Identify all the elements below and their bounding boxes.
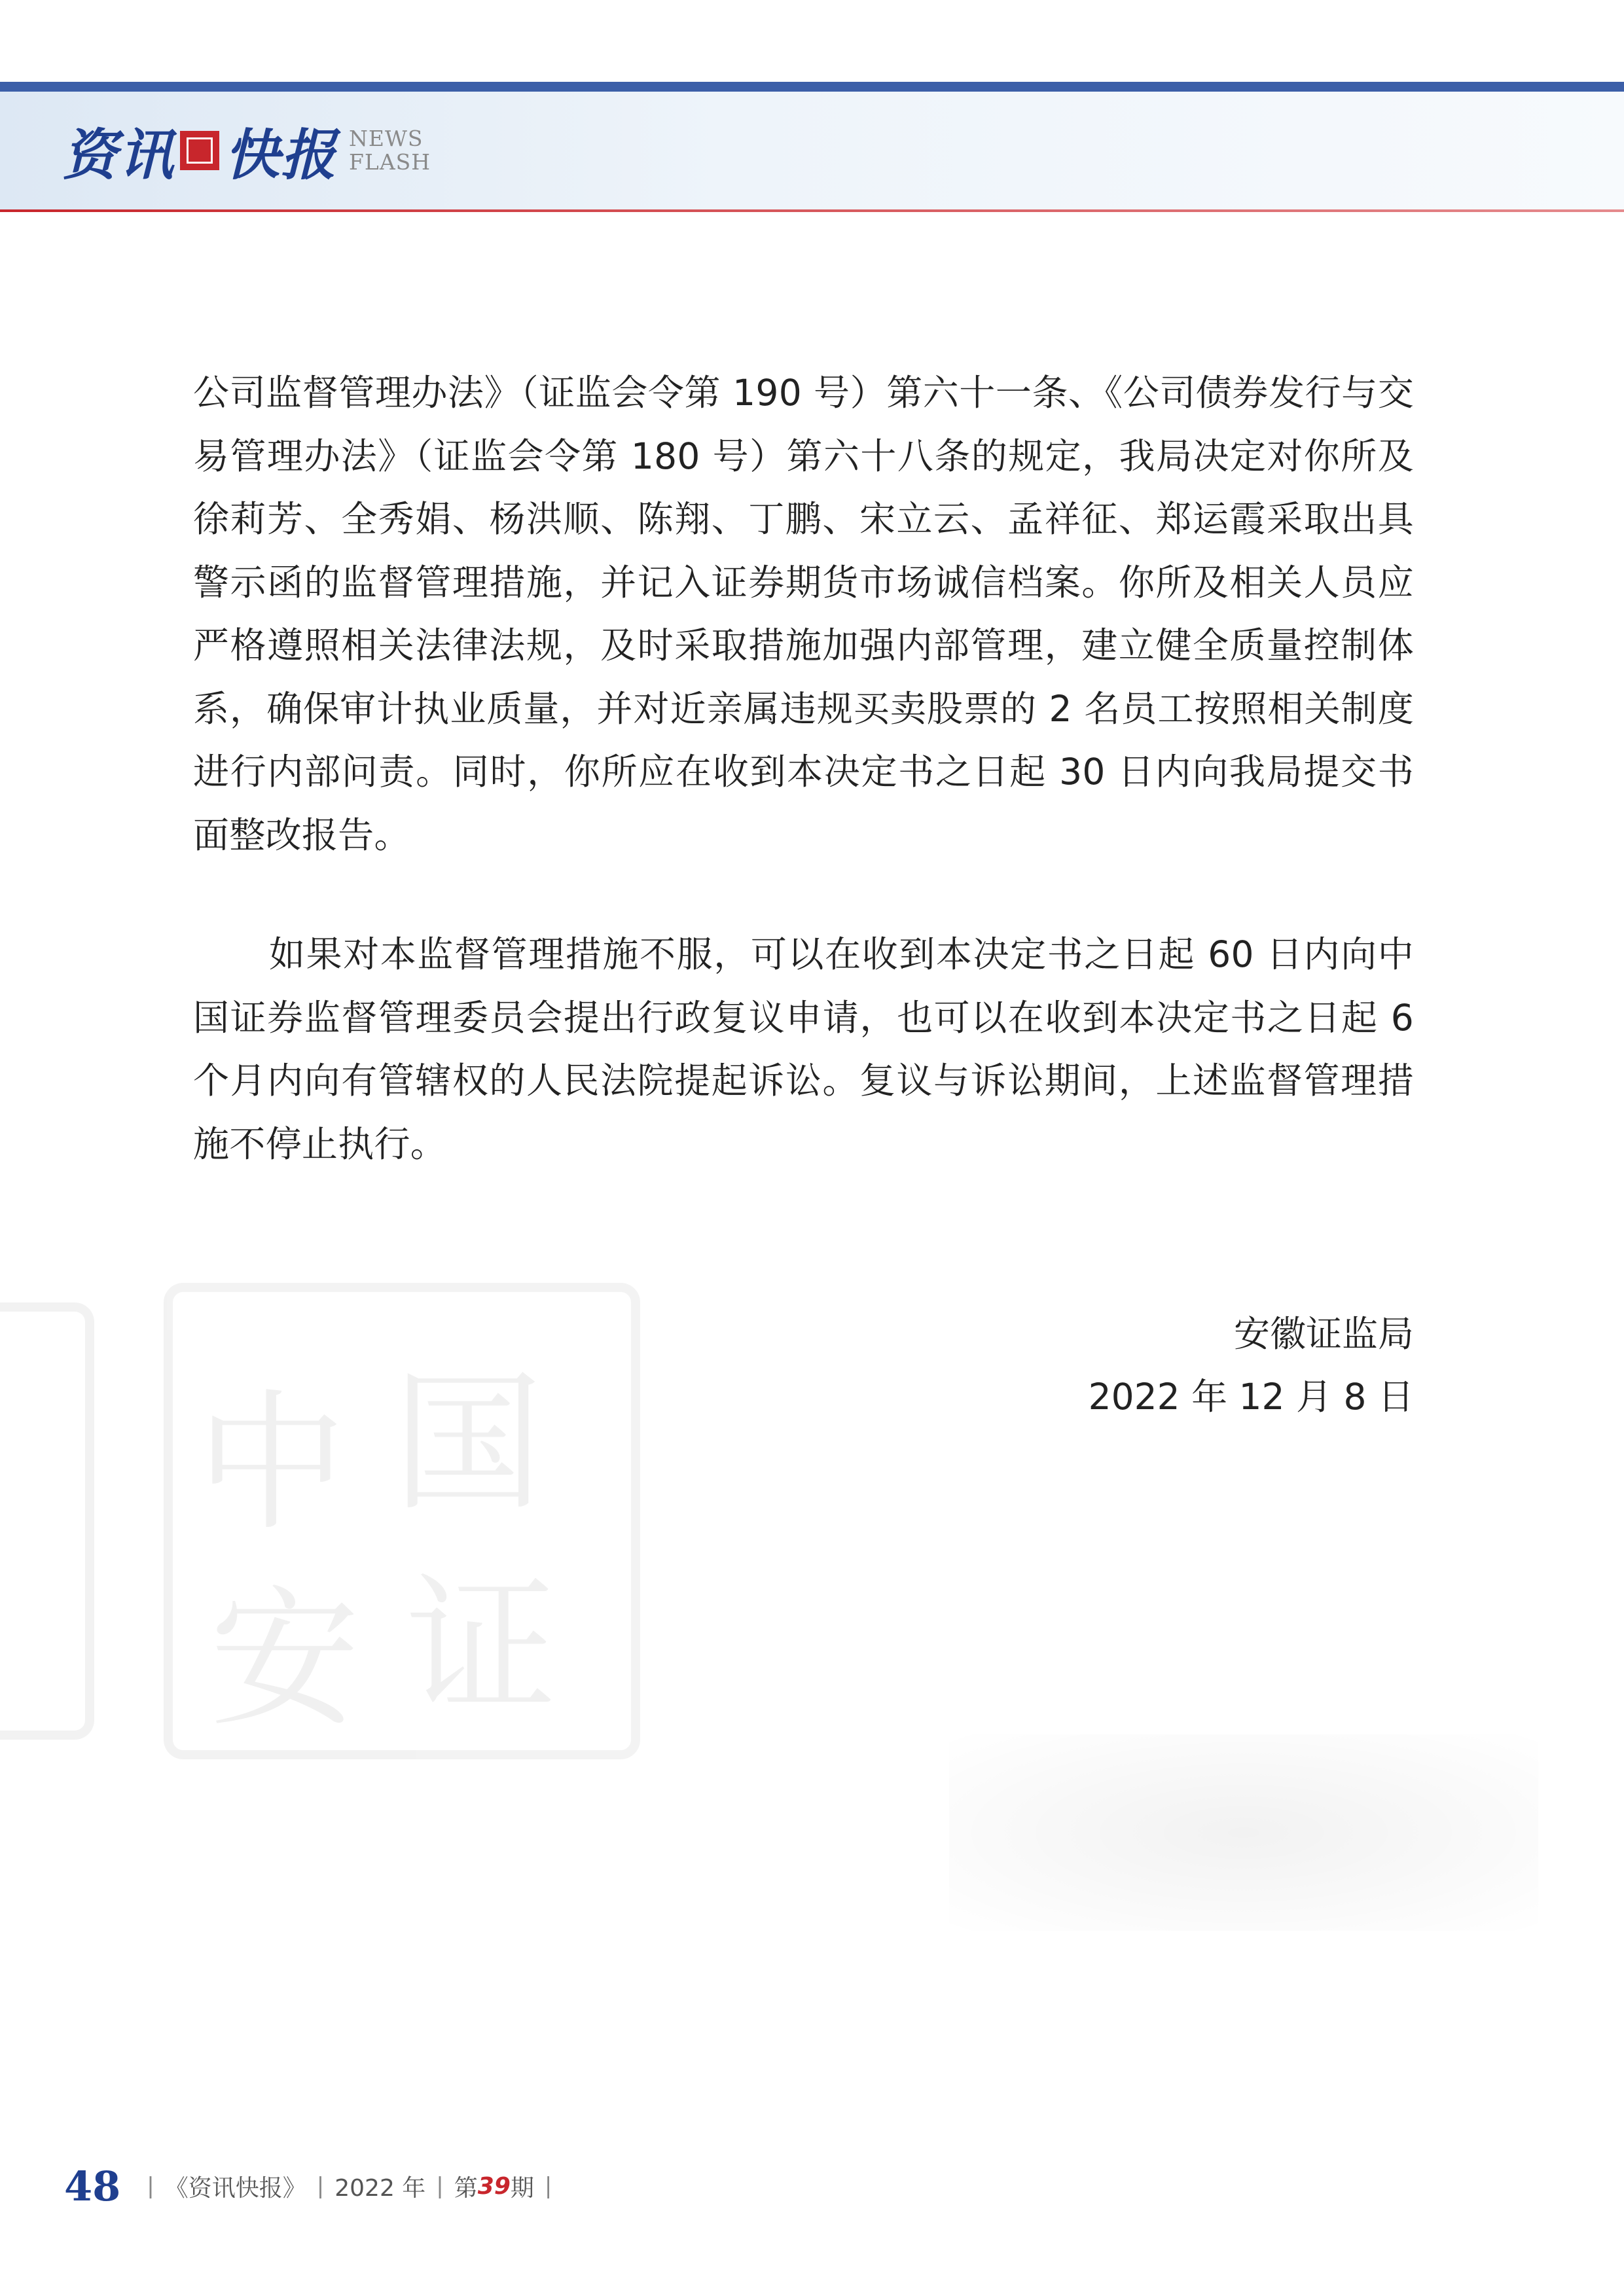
masthead-english-line2: FLASH xyxy=(349,149,431,175)
masthead-english-line1: NEWS xyxy=(349,126,424,151)
watermark-seal: 中 国 安 证 xyxy=(0,1263,655,1774)
footer-separator: | xyxy=(316,2173,325,2199)
body-paragraph-1 xyxy=(193,361,1414,867)
header-top-bar xyxy=(0,82,1624,92)
signature-date: 2022 年 12 月 8 日 xyxy=(1088,1376,1414,1418)
footer-separator: | xyxy=(436,2173,444,2199)
masthead-english xyxy=(349,127,431,174)
footer-issue-prefix: 第 xyxy=(454,2174,478,2202)
page-number: 48 xyxy=(64,2162,121,2210)
masthead-title-part1: 资讯 xyxy=(62,122,175,187)
background-shade xyxy=(949,1734,1538,1931)
footer-separator: | xyxy=(544,2173,552,2199)
footer-year: 2022 年 xyxy=(334,2174,426,2202)
masthead-logo xyxy=(62,115,431,187)
footer-issue-suffix: 期 xyxy=(510,2174,534,2202)
masthead-title-part2: 快报 xyxy=(225,122,338,187)
footer-separator: | xyxy=(147,2173,154,2199)
footer-issue-number: 39 xyxy=(477,2172,511,2200)
footer-publication: 《资讯快报》 xyxy=(164,2174,306,2202)
body-paragraph-2 xyxy=(193,923,1414,1175)
page-footer xyxy=(64,2160,562,2212)
signature-organization: 安徽证监局 xyxy=(1233,1313,1414,1355)
paragraph-text: 如果对本监督管理措施不服，可以在收到本决定书之日起 60 日内向中国证券监督管理委员会提出行政复议申请，也可以在收到本决定书之日起 6 个月内向有管辖权的人民法院提起诉讼。复议与诉讼期间，上述监督管理措施不停止执行。 xyxy=(193,933,1414,1165)
header-rule xyxy=(0,209,1624,212)
paragraph-text: 公司监督管理办法》（证监会令第 190 号）第六十一条、《公司债券发行与交易管理办法》（证监会令第 180 号）第六十八条的规定，我局决定对你所及徐莉芳、全秀娟、杨洪顺、陈翔、丁鹏、宋立云、孟祥征、郑运霞采取出具警示函的监督管理措施，并记入证券期货市场诚信档案。你所及相关人员应严格遵照相关法律法规，及时采取措施加强内部管理，建立健全质量控制体系，确保审计执业质量，并对近亲属违规买卖股票的 2 名员工按照相关制度进行内部问责。同时，你所应在收到本决定书之日起 30 日内向我局提交书面整改报告。 xyxy=(193,372,1414,856)
masthead-seal-icon xyxy=(180,131,219,170)
